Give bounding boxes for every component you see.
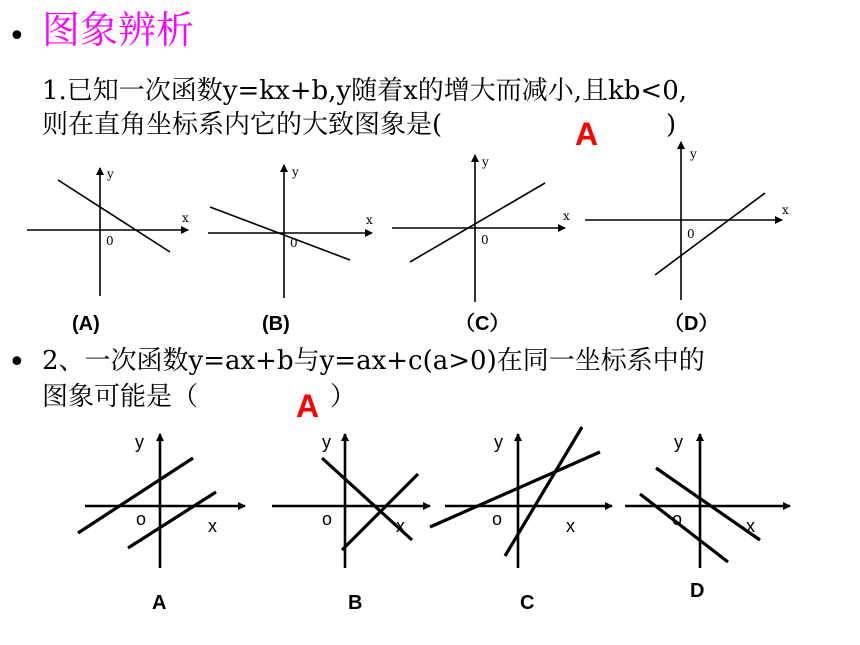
q1-option-b: (B) [262,313,290,335]
q1c-origin: 0 [481,233,489,247]
q1-option-c: （C） [455,313,510,335]
q1-option-a: (A) [72,313,100,335]
q2b-origin: o [322,509,333,529]
q2-graph-d [625,432,790,568]
q1-option-d: （D） [664,313,719,335]
q2-option-d: D [690,580,705,602]
q1-answer: A [575,116,599,152]
q2-option-b: B [348,592,363,614]
q2-line2-prefix: 图象可能是（ [42,382,199,412]
q2-option-c: C [520,592,535,614]
q2-answer: A [296,388,320,424]
q2-graph-b [272,432,430,568]
q1a-x-label: x [182,211,189,225]
q1c-y-label: y [482,155,489,169]
q2b-x-label: x [396,516,405,536]
q2d-origin: o [672,509,683,529]
q2b-y-label: y [322,432,331,452]
q2a-origin: o [136,509,147,529]
q1a-origin: 0 [106,234,114,248]
q1-graph-a [27,167,189,296]
q2c-y-label: y [494,432,503,452]
q2-option-a: A [152,592,167,614]
q2d-y-label: y [674,432,683,452]
q2-graph-a [78,432,245,568]
q1a-y-label: y [107,167,114,181]
q1-line2-suffix: ) [666,110,677,140]
q1b-x-label: x [366,213,373,227]
section-title: 图象辨析 [42,8,195,52]
q1b-y-label: y [292,165,299,179]
q1-graph-d [585,142,789,300]
title-bullet: • [8,19,26,54]
q1d-origin: 0 [687,227,695,241]
q2c-origin: o [492,509,503,529]
q2c-x-label: x [566,516,575,536]
q2a-x-label: x [208,516,217,536]
q1-line1: 1.已知一次函数y=kx+b,y随着x的增大而减小,且kb<0, [42,76,687,106]
q1d-y-label: y [690,147,697,161]
q1c-x-label: x [563,209,570,223]
q2a-y-label: y [135,432,144,452]
q1-graph-c [392,155,570,302]
q2-bullet: • [8,345,26,380]
q1b-origin: 0 [290,236,298,250]
q1d-x-label: x [782,203,789,217]
q2-line1: 2、一次函数y=ax+b与y=ax+c(a>0)在同一坐标系中的 [42,346,705,376]
q1-graph-b [208,165,373,298]
q2d-x-label: x [746,516,755,536]
q2-line2-suffix: ） [330,382,357,412]
q2-graph-c [430,427,612,568]
q1-line2-prefix: 则在直角坐标系内它的大致图象是( [42,110,443,140]
